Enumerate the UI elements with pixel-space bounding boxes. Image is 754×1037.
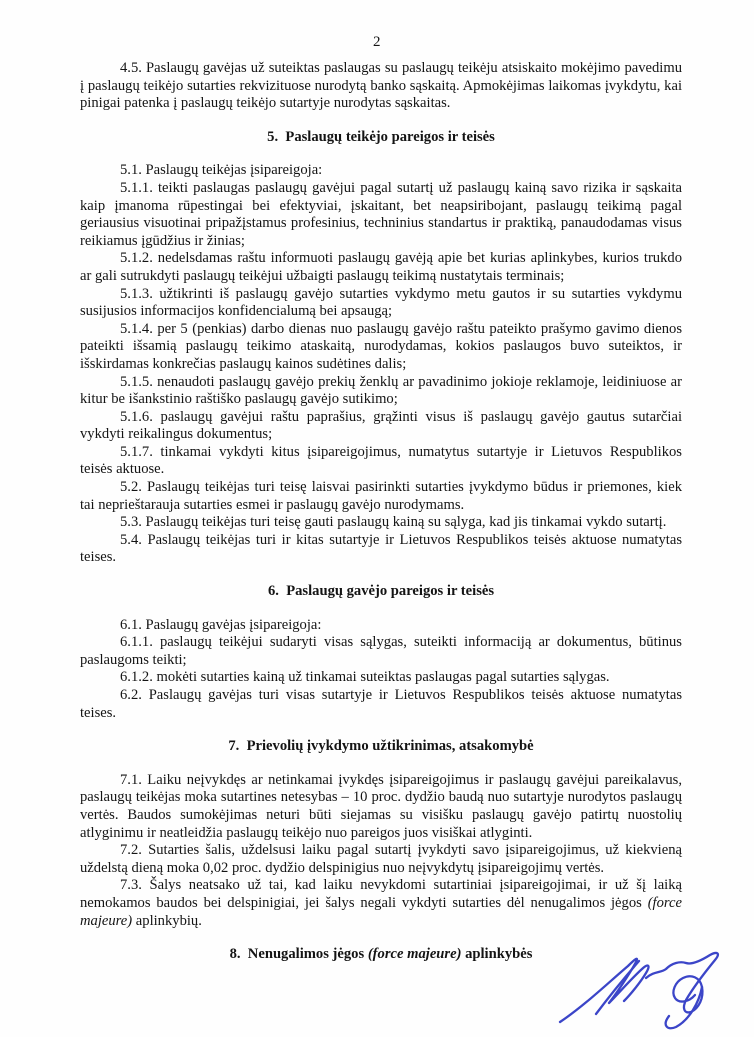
- text-run: 5.1. Paslaugų teikėjas įsipareigoja:: [120, 162, 323, 179]
- paragraph: [80, 321, 682, 374]
- paragraph: [80, 409, 682, 444]
- paragraph: [80, 374, 682, 409]
- paragraph: [80, 180, 682, 250]
- text-run: 5.1.3. užtikrinti iš paslaugų gavėjo sutarties vykdymo metu gautos ir su sutarties vykdymu susijusios informacijos konfidencialumą bei apsaugą;: [80, 285, 682, 320]
- text-run: 8. Nenugalimos jėgos: [229, 946, 368, 963]
- paragraph: [80, 60, 682, 113]
- paragraph: [80, 250, 682, 285]
- paragraph: [80, 634, 682, 669]
- text-run-italic: (force majeure): [367, 946, 462, 963]
- signature-stroke: [646, 953, 718, 1012]
- page-number: 2: [373, 34, 381, 50]
- paragraph: [80, 532, 682, 567]
- signature-stroke: [560, 959, 649, 1022]
- text-run: 5.1.7. tinkamai vykdyti kitus įsipareigojimus, numatytus sutartyje ir Lietuvos Respublikos teisės aktuose.: [80, 443, 682, 478]
- text-run: 5.2. Paslaugų teikėjas turi teisę laisvai pasirinkti sutarties įvykdymo būdus ir priemones, kiek tai neprieštarauja sutarties esmei ir paslaugų gavėjo nurodymams.: [80, 479, 682, 513]
- text-run: 6.1.1. paslaugų teikėjui sudaryti visas sąlygas, suteikti informaciją ar dokumentus, būtinus paslaugoms teikti;: [80, 634, 682, 668]
- document-blocks: [80, 60, 682, 964]
- text-run: 6.2. Paslaugų gavėjas turi visas sutartyje ir Lietuvos Respublikos teisės aktuose numatytas teises.: [80, 687, 682, 721]
- section-heading: [80, 583, 682, 601]
- text-run: 6.1. Paslaugų gavėjas įsipareigoja:: [120, 616, 322, 633]
- text-run: 4.5. Paslaugų gavėjas už suteiktas paslaugas su paslaugų teikėju atsiskaito mokėjimo pavedimu į paslaugų teikėjo sutarties rekvizituose nurodytą banko sąskaitą. Apmokėjimas laikomas įvykdytu, kai pinigai patenka į paslaugų teikėjo sutartyje nurodytas sąskaitas.: [80, 60, 682, 112]
- paragraph: [80, 669, 682, 687]
- text-run: 7.1. Laiku neįvykdęs ar netinkamai įvykdęs įsipareigojimus ir paslaugų gavėjui pareikalavus, paslaugų teikėjas moka sutartines netesybas – 10 proc. dydžio baudą nuo sutartyje nurodytos paslaugų vertės. Baudos sumokėjimas neturi būti siejamas su visišku paslaugų gavėjo patirtų nuostolių atlyginimu ir neatleidžia paslaugų teikėjo nuo pareigos juos visiškai atlyginti.: [80, 771, 682, 841]
- paragraph: [80, 514, 682, 532]
- paragraph: [80, 772, 682, 842]
- text-run: 5.1.5. nenaudoti paslaugų gavėjo prekių ženklų ar pavadinimo jokioje reklamoje, leidiniuose ar kitur be išankstinio raštiško paslaugų gavėjo sutikimo;: [80, 373, 682, 408]
- text-run: aplinkybių.: [132, 912, 202, 929]
- text-run: 5.1.2. nedelsdamas raštu informuoti paslaugų gavėją apie bet kurias aplinkybes, kurios trukdo ar gali sutrukdyti paslaugų teikėjui užbaigti paslaugų teikimą nustatytais terminais;: [80, 250, 682, 284]
- text-run: 5.1.1. teikti paslaugas paslaugų gavėjui pagal sutartį už paslaugų kainą savo rizika ir sąskaita kaip įmanoma rūpestingai bei efektyviai, įskaitant, bet neapsiribojant, paslaugų teikimą pagal geriausius visuotinai pripažįstamus profesinius, techninius standartus ir praktiką, panaudodamas visus reikiamus įgūdžius ir žinias;: [80, 179, 682, 249]
- text-run: 7.3. Šalys neatsako už tai, kad laiku nevykdomi sutartiniai įsipareigojimai, ir už šį laiką nemokamos baudos bei delspinigiai, jei šalys negali vykdyti sutarties dėl nenugalimos jėgos: [80, 877, 682, 911]
- text-run: 6. Paslaugų gavėjo pareigos ir teisės: [267, 583, 495, 600]
- section-heading: [80, 738, 682, 756]
- text-run: 5.1.6. paslaugų gavėjui raštu paprašius, grąžinti visus iš paslaugų gavėjo gautus sutarčiai vykdyti reikalingus dokumentus;: [80, 408, 682, 443]
- text-run-italic: (force majeure): [80, 894, 682, 929]
- handwritten-signature: [550, 928, 750, 1036]
- section-heading: [80, 129, 682, 147]
- text-run: 5.1.4. per 5 (penkias) darbo dienas nuo paslaugų gavėjo raštu pateikto prašymo gavimo dienos pateikti išsamią paslaugų teikimo ataskaitą, nurodydamas, kokios paslaugos buvo suteiktos, ir išskirdamas konkrečias paslaugų kainos sudėtines dalis;: [80, 320, 682, 372]
- paragraph: [80, 286, 682, 321]
- text-run: 5. Paslaugų teikėjo pareigos ir teisės: [267, 128, 495, 145]
- paragraph: [80, 842, 682, 877]
- paragraph: [80, 162, 682, 180]
- text-run: 5.3. Paslaugų teikėjas turi teisę gauti paslaugų kainą su sąlyga, kad jis tinkamai vykdo sutartį.: [120, 514, 667, 531]
- paragraph: [80, 479, 682, 514]
- text-run: 7. Prievolių įvykdymo užtikrinimas, atsakomybė: [228, 738, 534, 755]
- text-run: 7.2. Sutarties šalis, uždelsusi laiku pagal sutartį įvykdyti savo įsipareigojimus, už kiekvieną uždelstą dieną moka 0,02 proc. dydžio delspinigius nuo neįvykdytų įsipareigojimų vertės.: [80, 842, 682, 876]
- text-run: aplinkybės: [461, 946, 533, 963]
- text-run: 6.1.2. mokėti sutarties kainą už tinkamai suteiktas paslaugas pagal sutarties sąlygas.: [120, 669, 610, 686]
- text-run: 5.4. Paslaugų teikėjas turi ir kitas sutartyje ir Lietuvos Respublikos teisės aktuose numatytas teises.: [80, 531, 682, 566]
- paragraph: [80, 687, 682, 722]
- paragraph: [80, 617, 682, 635]
- paragraph: [80, 877, 682, 930]
- paragraph: [80, 444, 682, 479]
